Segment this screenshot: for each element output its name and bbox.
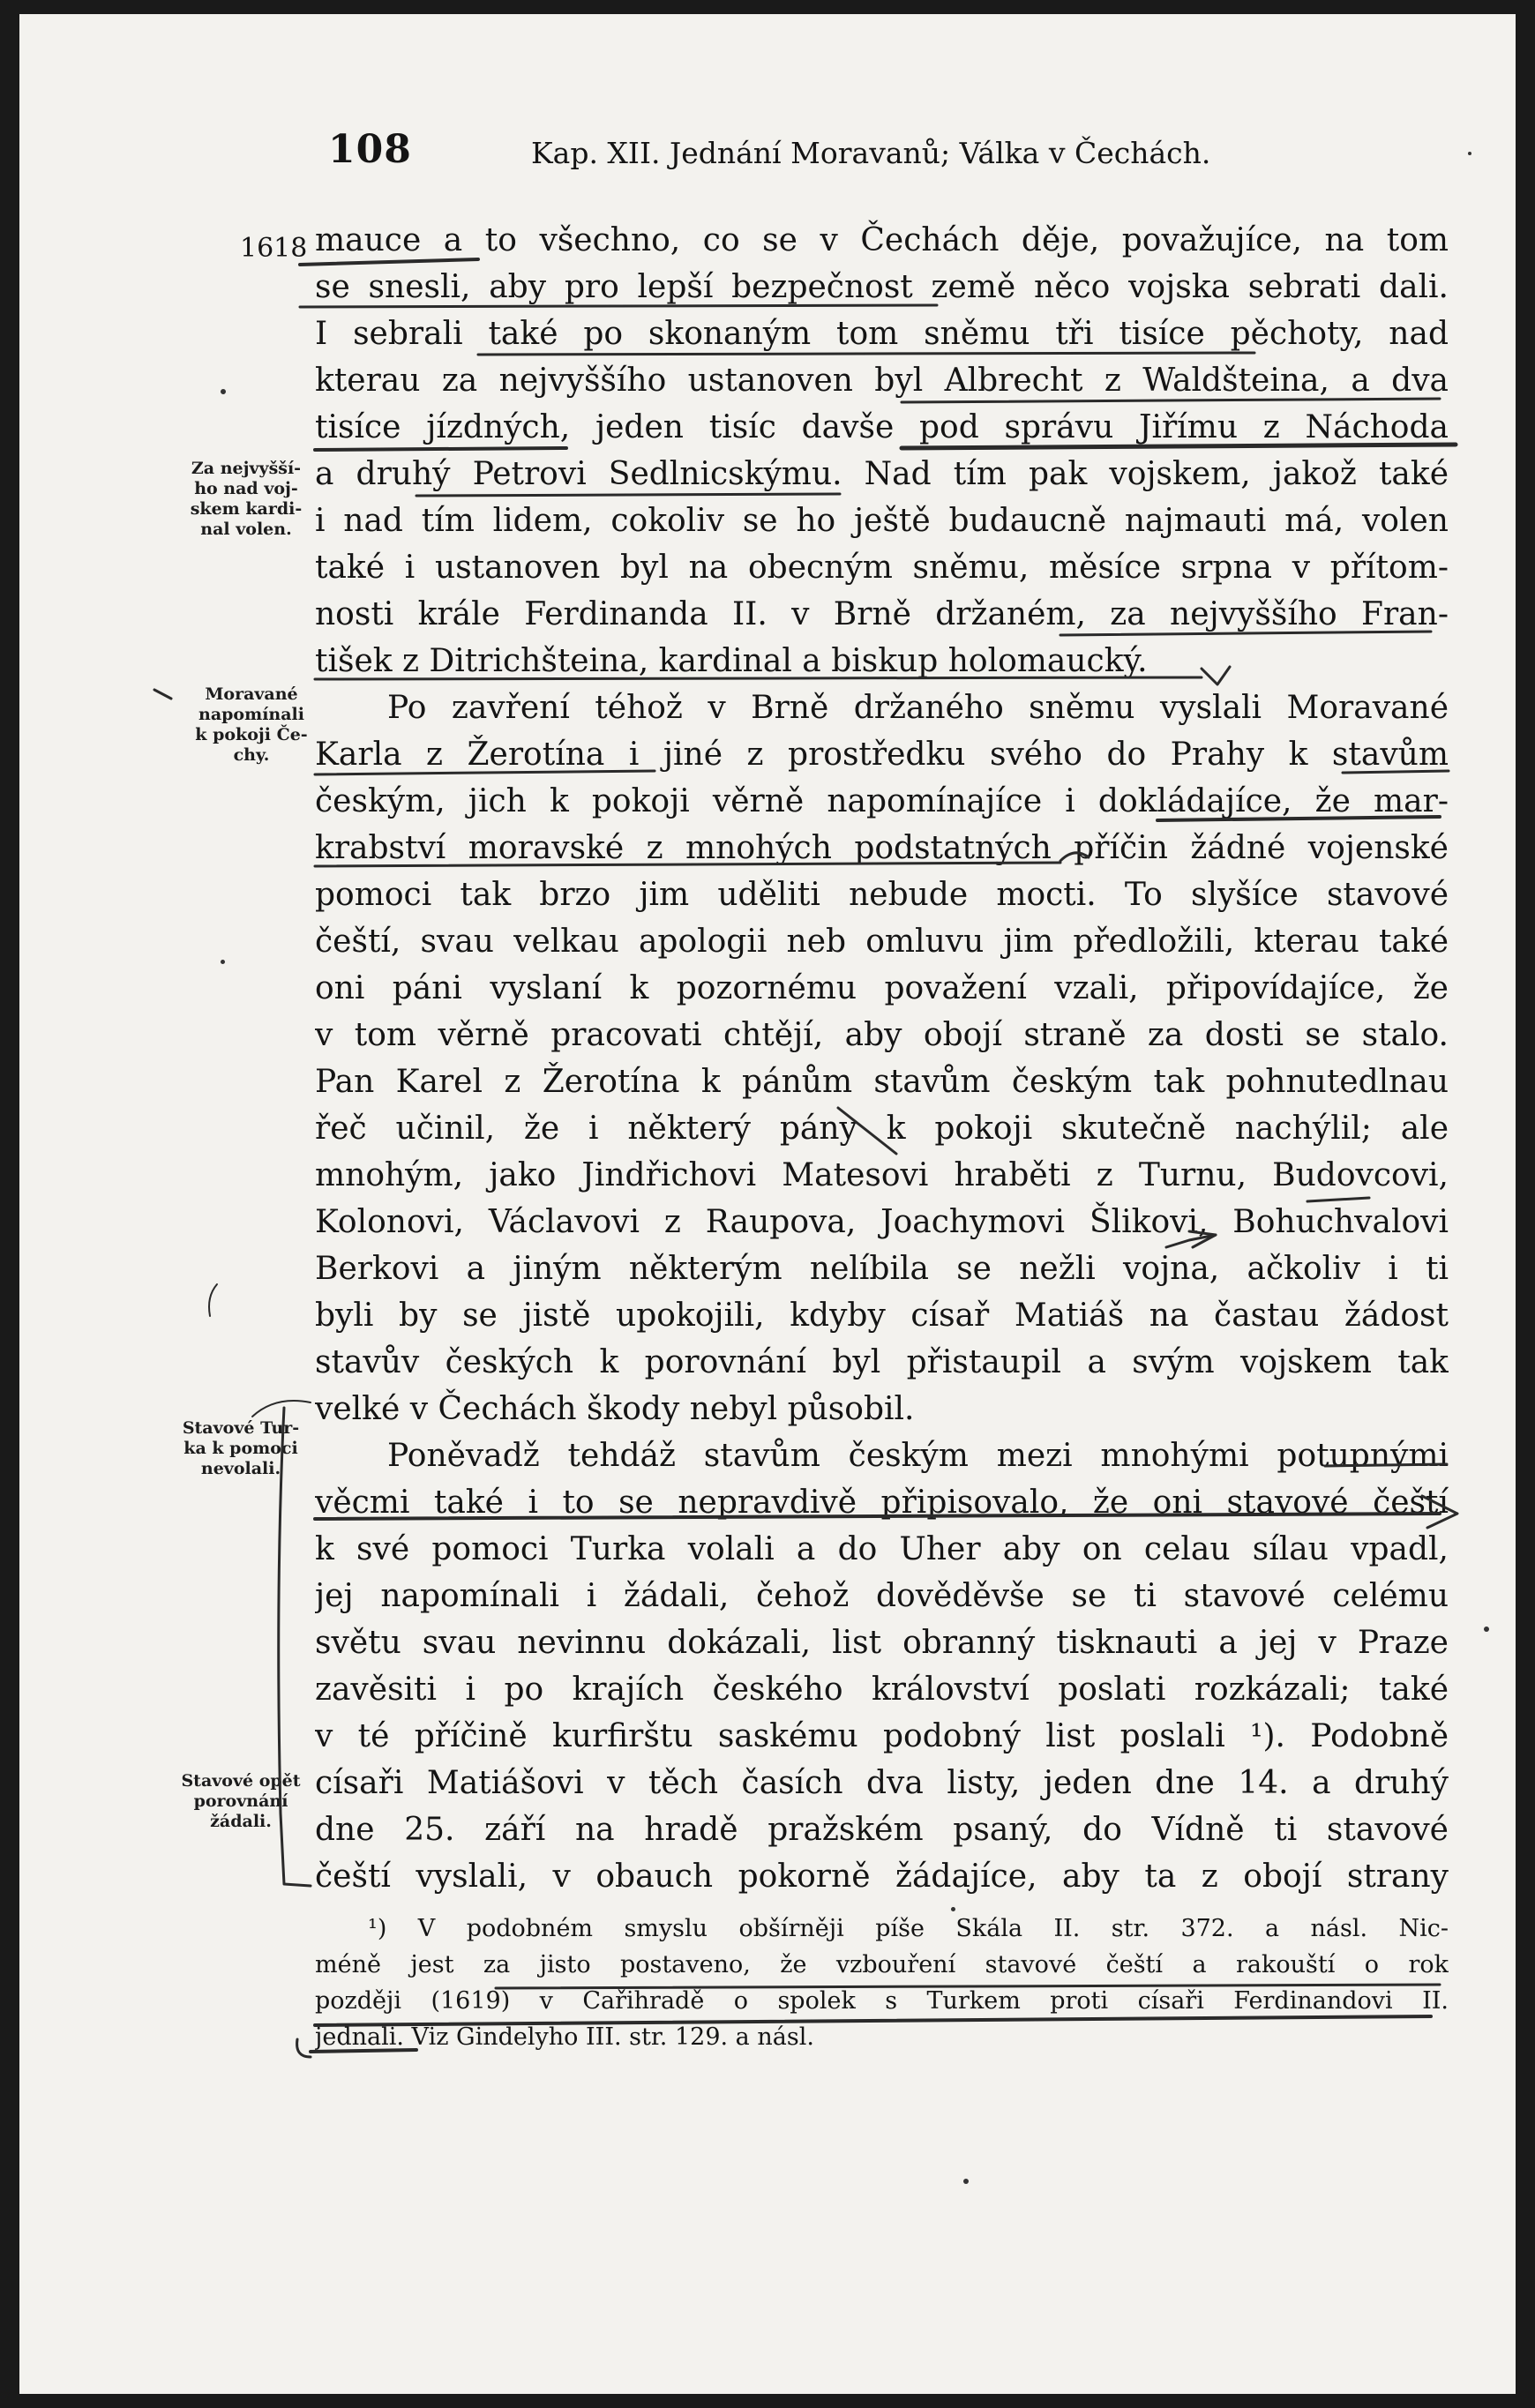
- text-line: i nad tím lidem, cokoliv se ho ještě budaucně najmauti má, volen: [315, 503, 1449, 539]
- margin-note-line: Stavové Tur-: [182, 1418, 300, 1438]
- scan-speck: [221, 389, 226, 394]
- book-page: [19, 14, 1516, 2394]
- text-line: věcmi také i to se nepravdivě připisovalo, že oni stavové čeští: [315, 1484, 1449, 1521]
- text-line: mnohým, jako Jindřichovi Matesovi hraběti z Turnu, Budovcovi,: [315, 1157, 1449, 1193]
- text-line: velké v Čechách škody nebyl působil.: [315, 1391, 915, 1427]
- text-line: I sebrali také po skonaným tom sněmu tři tisíce pěchoty, nad: [315, 316, 1449, 352]
- text-line: císaři Matiášovi v těch časích dva listy, jeden dne 14. a druhý: [315, 1765, 1449, 1801]
- running-head: [19, 127, 1516, 180]
- pencil-hook: [297, 2039, 311, 2057]
- margin-note-turks: [166, 1418, 316, 1479]
- text-line: mauce a to všechno, co se v Čechách děje, považujíce, na tom: [315, 222, 1449, 258]
- text-line: českým, jich k pokoji věrně napomínajíce i dokládajíce, že mar-: [315, 783, 1449, 819]
- footnote-line: méně jest za jisto postaveno, že vzbouření stavové čeští a rakouští o rok: [315, 1951, 1449, 1978]
- margin-note-line: ka k pomoci: [183, 1439, 298, 1458]
- margin-year: 1618: [240, 233, 308, 264]
- pencil-tick: [209, 1284, 217, 1316]
- margin-note-line: nal volen.: [200, 520, 292, 539]
- margin-note-line: skem kardi-: [190, 499, 303, 519]
- scan-speck: [963, 2179, 969, 2184]
- text-line: pomoci tak brzo jim uděliti nebude mocti. To slyšíce stavové: [315, 877, 1449, 913]
- margin-note-line: Stavové opět: [181, 1771, 301, 1791]
- text-line: Karla z Žerotína i jiné z prostředku svého do Prahy k stavům: [315, 737, 1449, 773]
- text-line: řeč učinil, že i některý pány k pokoji skutečně nachýlil; ale: [315, 1111, 1449, 1147]
- paragraph-start-line: Po zavření téhož v Brně držaného sněmu vyslali Moravané: [387, 690, 1449, 726]
- pencil-bracket: [252, 1401, 311, 1417]
- footnote: [315, 1911, 1449, 2055]
- text-line: se snesli, aby pro lepší bezpečnost země něco vojska sebrati dali.: [315, 269, 1449, 305]
- text-line: oni páni vyslaní k pozornému považení vzali, připovídajíce, že: [315, 970, 1449, 1006]
- scan-speck: [221, 960, 225, 964]
- margin-note-line: žádali.: [210, 1812, 272, 1831]
- text-line: Berkovi a jiným některým nelíbila se nežli vojna, ačkoliv i ti: [315, 1251, 1449, 1287]
- margin-note-line: Za nejvyšší-: [191, 459, 302, 478]
- body-text: [315, 217, 1449, 1900]
- margin-note-line: porovnání: [193, 1791, 288, 1811]
- footnote-line: později (1619) v Cařihradě o spolek s Turkem proti císaři Ferdinandovi II.: [315, 1987, 1449, 2015]
- chapter-title: Kap. XII. Jednání Moravanů; Válka v Čechách.: [531, 136, 1211, 170]
- text-line: nosti krále Ferdinanda II. v Brně držaném, za nejvyššího Fran-: [315, 596, 1449, 632]
- text-line: Pan Karel z Žerotína k pánům stavům českým tak pohnutedlnau: [315, 1064, 1449, 1100]
- footnote-line: ¹) V podobném smyslu obšírněji píše Skála II. str. 372. a násl. Nic-: [368, 1915, 1449, 1942]
- margin-note-moravians: [176, 684, 326, 766]
- margin-note-line: napomínali: [198, 705, 304, 724]
- text-line: čeští vyslali, v obauch pokorně žádajíce, aby ta z obojí strany: [315, 1858, 1449, 1895]
- text-line: stavův českých k porovnání byl přistaupil a svým vojskem tak: [315, 1344, 1449, 1380]
- text-line: tišek z Ditrichšteina, kardinal a biskup holomaucký.: [315, 643, 1148, 679]
- margin-note-line: nevolali.: [200, 1459, 281, 1478]
- text-line: dne 25. září na hradě pražském psaný, do Vídně ti stavové: [315, 1812, 1449, 1848]
- text-line: kterau za nejvyššího ustanoven byl Albrecht z Waldšteina, a dva: [315, 363, 1449, 399]
- margin-note-reconciliation: [166, 1771, 316, 1832]
- text-line: tisíce jízdných, jeden tisíc davše pod správu Jiřímu z Náchoda: [315, 409, 1449, 445]
- text-line: a druhý Petrovi Sedlnicskýmu. Nad tím pak vojskem, jakož také: [315, 456, 1449, 492]
- text-line: v tom věrně pracovati chtějí, aby obojí straně za dosti se stalo.: [315, 1017, 1449, 1053]
- text-line: v té příčině kurfirštu saskému podobný list poslali ¹). Podobně: [315, 1718, 1449, 1754]
- margin-note-commander: [171, 459, 321, 540]
- page-number: 108: [328, 127, 412, 172]
- text-line: k své pomoci Turka volali a do Uher aby on celau sílau vpadl,: [315, 1531, 1449, 1567]
- paragraph-start-line: Poněvadž tehdáž stavům českým mezi mnohými potupnými: [387, 1438, 1449, 1474]
- text-line: krabství moravské z mnohých podstatných příčin žádné vojenské: [315, 830, 1449, 866]
- text-line: jej napomínali i žádali, čehož dověděvše se ti stavové celému: [315, 1578, 1449, 1614]
- margin-note-line: chy.: [233, 745, 270, 765]
- footnote-line: jednali. Viz Gindelyho III. str. 129. a násl.: [315, 2023, 814, 2051]
- margin-note-line: Moravané: [205, 684, 298, 704]
- scan-speck: [1484, 1627, 1489, 1632]
- text-line: byli by se jistě upokojili, kdyby císař Matiáš na častau žádost: [315, 1297, 1449, 1334]
- margin-note-line: ho nad voj-: [194, 479, 298, 498]
- text-line: čeští, svau velkau apologii neb omluvu jim předložili, kterau také: [315, 924, 1449, 960]
- text-line: světu svau nevinnu dokázali, list obranný tisknauti a jej v Praze: [315, 1625, 1449, 1661]
- text-line: také i ustanoven byl na obecným sněmu, měsíce srpna v přítom-: [315, 550, 1449, 586]
- margin-note-line: k pokoji Če-: [195, 725, 308, 744]
- pencil-tick: [154, 690, 171, 699]
- text-line: zavěsiti i po krajích českého království poslati rozkázali; také: [315, 1671, 1449, 1708]
- text-line: Kolonovi, Václavovi z Raupova, Joachymovi Šlikovi, Bohuchvalovi: [315, 1204, 1449, 1240]
